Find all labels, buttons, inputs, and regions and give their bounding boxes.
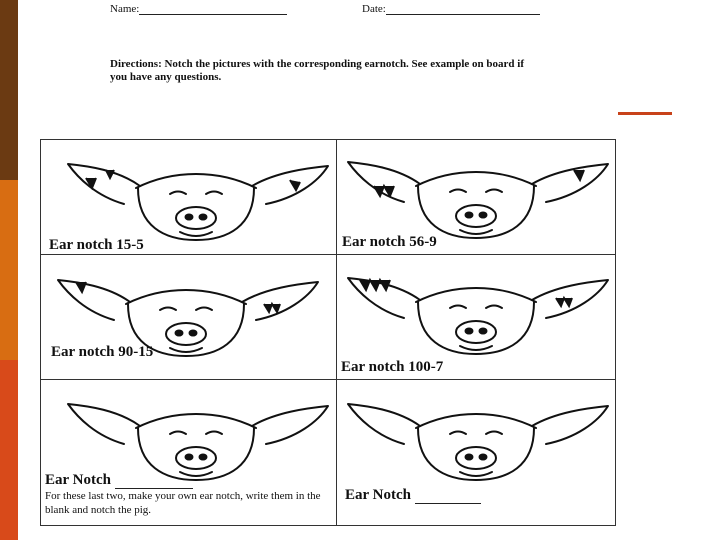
panel-label-4: Ear notch 100-7: [341, 359, 444, 375]
panel-label-3: Ear notch 90-15: [51, 344, 154, 360]
grid-divider: [337, 379, 615, 380]
ear-notch-blank: [415, 489, 481, 504]
slide-band-middle: [0, 180, 18, 360]
date-label: Date:: [362, 3, 386, 15]
panel-label-5-text: Ear Notch: [45, 472, 111, 488]
date-field: [362, 3, 540, 15]
pig-head-drawing: [346, 156, 612, 242]
grid-divider: [337, 254, 615, 255]
directions-text: Directions: Notch the pictures with the corresponding earnotch. See example on board if you have any questions.: [110, 58, 524, 83]
slide-band-top: [0, 0, 18, 180]
pig-head-drawing: [346, 272, 612, 358]
panel-label-6-text: Ear Notch: [345, 487, 411, 503]
panel-label-6: [345, 487, 481, 504]
notch-grid: [40, 139, 616, 526]
name-field: [110, 3, 287, 15]
name-label: Name:: [110, 3, 140, 15]
panel-label-5: [45, 472, 193, 489]
grid-divider: [41, 254, 336, 255]
instructions-text: For these last two, make your own ear notch, write them in the blank and notch the pig.: [45, 490, 321, 516]
slide-band-bottom: [0, 360, 18, 540]
name-blank: [139, 3, 287, 15]
pig-head-drawing: [66, 158, 332, 244]
grid-divider-vertical: [336, 140, 337, 525]
date-blank: [386, 3, 540, 15]
grid-divider: [41, 379, 336, 380]
panel-label-1: Ear notch 15-5: [49, 237, 144, 253]
pig-head-drawing: [346, 398, 612, 484]
accent-line: [618, 112, 672, 115]
ear-notch-blank: [115, 474, 193, 489]
panel-label-2: Ear notch 56-9: [342, 234, 437, 250]
